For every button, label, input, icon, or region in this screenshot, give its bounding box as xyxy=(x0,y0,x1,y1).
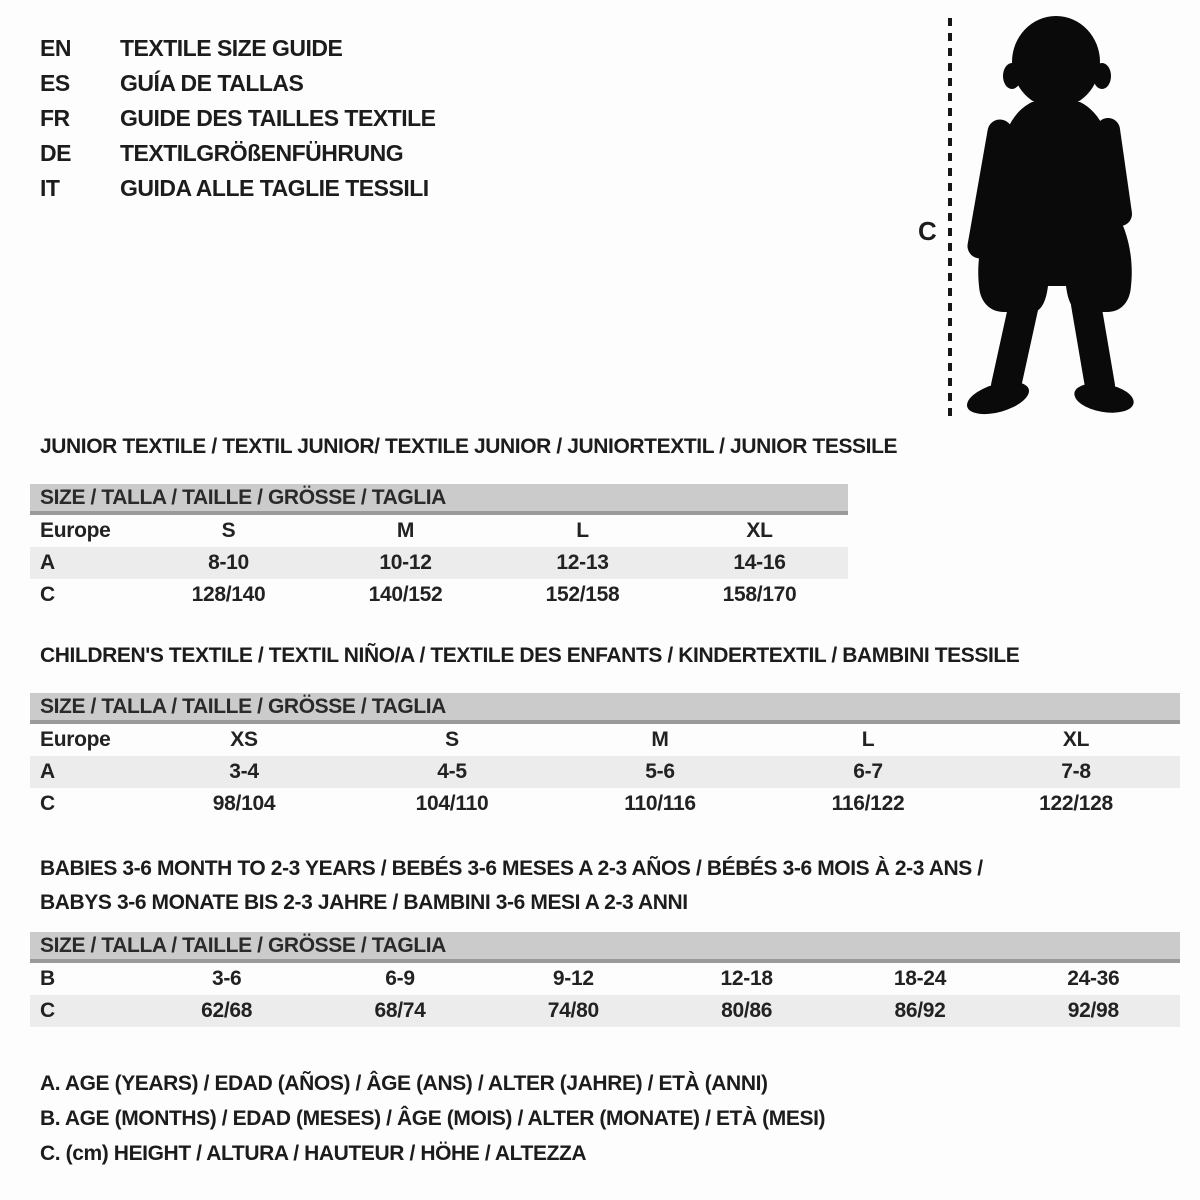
table-cell: 9-12 xyxy=(552,967,594,990)
language-row-fr xyxy=(40,106,436,141)
language-code: FR xyxy=(40,105,70,131)
section-title: JUNIOR TEXTILE / TEXTIL JUNIOR/ TEXTILE JUNIOR / JUNIORTEXTIL / JUNIOR TESSILE xyxy=(40,435,898,458)
language-row-it xyxy=(40,176,436,211)
table-cell: 8-10 xyxy=(208,551,249,574)
section-title-line2: BABYS 3-6 MONATE BIS 2-3 JAHRE / BAMBINI 3-6 MESI A 2-3 ANNI xyxy=(40,891,688,914)
table-cell: 128/140 xyxy=(191,583,266,606)
table-row xyxy=(30,963,1180,995)
table-cell: 98/104 xyxy=(212,792,276,815)
section-title-line1: BABIES 3-6 MONTH TO 2-3 YEARS / BEBÉS 3-6 MESES A 2-3 AÑOS / BÉBÉS 3-6 MOIS À 2-3 ANS / xyxy=(40,857,983,880)
table-cell: XL xyxy=(746,519,773,542)
table-cell: 7-8 xyxy=(1061,760,1091,783)
legend-height-cm: C. (cm) HEIGHT / ALTURA / HAUTEUR / HÖHE / ALTEZZA xyxy=(40,1142,587,1165)
language-title-block xyxy=(40,36,436,211)
table-cell: 6-9 xyxy=(385,967,415,990)
silhouette-head xyxy=(1012,16,1100,108)
height-measure-label: C xyxy=(918,216,937,246)
table-cell: XL xyxy=(1062,728,1090,751)
table-cell: 12-13 xyxy=(556,551,609,574)
toddler-silhouette xyxy=(962,14,1137,419)
table-row xyxy=(30,579,848,611)
table-cell: M xyxy=(651,728,669,751)
table-row xyxy=(30,756,1180,788)
guide-title-en: TEXTILE SIZE GUIDE xyxy=(120,35,343,61)
language-row-de xyxy=(40,141,436,176)
section-junior-textile xyxy=(30,435,898,611)
silhouette-leg-right xyxy=(1086,304,1100,386)
height-measure-dashed-line xyxy=(948,18,952,416)
row-label: A xyxy=(40,551,55,574)
size-header-bar: SIZE / TALLA / TAILLE / GRÖSSE / TAGLIA xyxy=(30,932,1180,963)
table-cell: S xyxy=(445,728,459,751)
language-row-es xyxy=(40,71,436,106)
legend-age-months: B. AGE (MONTHS) / EDAD (MESES) / ÂGE (MOIS) / ALTER (MONATE) / ETÀ (MESI) xyxy=(40,1107,826,1130)
table-cell: M xyxy=(396,519,415,542)
table-row xyxy=(30,724,1180,756)
silhouette-leg-left xyxy=(1006,304,1024,386)
table-cell: S xyxy=(221,519,236,542)
table-cell: 74/80 xyxy=(547,999,599,1022)
table-cell: 86/92 xyxy=(894,999,946,1022)
guide-title-es: GUÍA DE TALLAS xyxy=(120,70,304,96)
silhouette-ear-left xyxy=(1003,63,1021,89)
table-cell: 6-7 xyxy=(853,760,883,783)
language-code: IT xyxy=(40,175,60,201)
section-title: CHILDREN'S TEXTILE / TEXTIL NIÑO/A / TEXTILE DES ENFANTS / KINDERTEXTIL / BAMBINI TESSILE xyxy=(40,644,1020,667)
table-cell: 116/122 xyxy=(831,792,905,815)
table-cell: XS xyxy=(230,728,258,751)
table-cell: L xyxy=(576,519,589,542)
size-header-bar: SIZE / TALLA / TAILLE / GRÖSSE / TAGLIA xyxy=(30,484,848,515)
legend-block xyxy=(40,1072,825,1177)
size-header-bar: SIZE / TALLA / TAILLE / GRÖSSE / TAGLIA xyxy=(30,693,1180,724)
babies-size-table xyxy=(30,963,1180,1027)
row-label: Europe xyxy=(40,728,111,751)
row-label: C xyxy=(40,583,55,606)
table-row xyxy=(30,788,1180,820)
silhouette-foot-right xyxy=(1072,379,1136,417)
table-cell: 140/152 xyxy=(368,583,443,606)
row-label: B xyxy=(40,967,55,990)
guide-title-it: GUIDA ALLE TAGLIE TESSILI xyxy=(120,175,429,201)
table-cell: 12-18 xyxy=(720,967,773,990)
row-label: A xyxy=(40,760,55,783)
table-cell: 5-6 xyxy=(645,760,675,783)
table-cell: 14-16 xyxy=(733,551,786,574)
language-code: DE xyxy=(40,140,71,166)
table-cell: 80/86 xyxy=(721,999,773,1022)
table-cell: 104/110 xyxy=(415,792,489,815)
table-row xyxy=(30,995,1180,1027)
table-cell: 10-12 xyxy=(379,551,432,574)
guide-title-de: TEXTILGRÖßENFÜHRUNG xyxy=(120,140,404,166)
table-row xyxy=(30,547,848,579)
row-label: Europe xyxy=(40,519,111,542)
table-cell: 122/128 xyxy=(1039,792,1113,815)
section-children-textile xyxy=(30,645,1180,820)
table-cell: 62/68 xyxy=(201,999,253,1022)
table-cell: 18-24 xyxy=(893,967,947,990)
legend-age-years: A. AGE (YEARS) / EDAD (AÑOS) / ÂGE (ANS) / ALTER (JAHRE) / ETÀ (ANNI) xyxy=(40,1072,768,1095)
silhouette-torso xyxy=(997,102,1115,219)
table-cell: 152/158 xyxy=(545,583,620,606)
table-cell: 158/170 xyxy=(722,583,797,606)
table-cell: L xyxy=(861,728,875,751)
language-row-en xyxy=(40,36,436,71)
table-cell: 3-6 xyxy=(211,967,242,990)
table-cell: 110/116 xyxy=(624,792,696,815)
section-babies-textile xyxy=(30,852,1180,1027)
table-cell: 24-36 xyxy=(1067,967,1120,990)
row-label: C xyxy=(40,792,55,815)
table-cell: 4-5 xyxy=(437,760,467,783)
silhouette-shorts xyxy=(978,209,1132,312)
language-code: ES xyxy=(40,70,70,96)
row-label: C xyxy=(40,999,55,1022)
silhouette-arm-right xyxy=(1108,130,1120,214)
language-code: EN xyxy=(40,35,71,61)
junior-size-table xyxy=(30,515,848,611)
silhouette-ear-right xyxy=(1093,63,1111,89)
table-cell: 68/74 xyxy=(374,999,426,1022)
table-cell: 3-4 xyxy=(229,760,259,783)
guide-title-fr: GUIDE DES TAILLES TEXTILE xyxy=(120,105,436,131)
table-cell: 92/98 xyxy=(1067,999,1119,1022)
table-row xyxy=(30,515,848,547)
children-size-table xyxy=(30,724,1180,820)
